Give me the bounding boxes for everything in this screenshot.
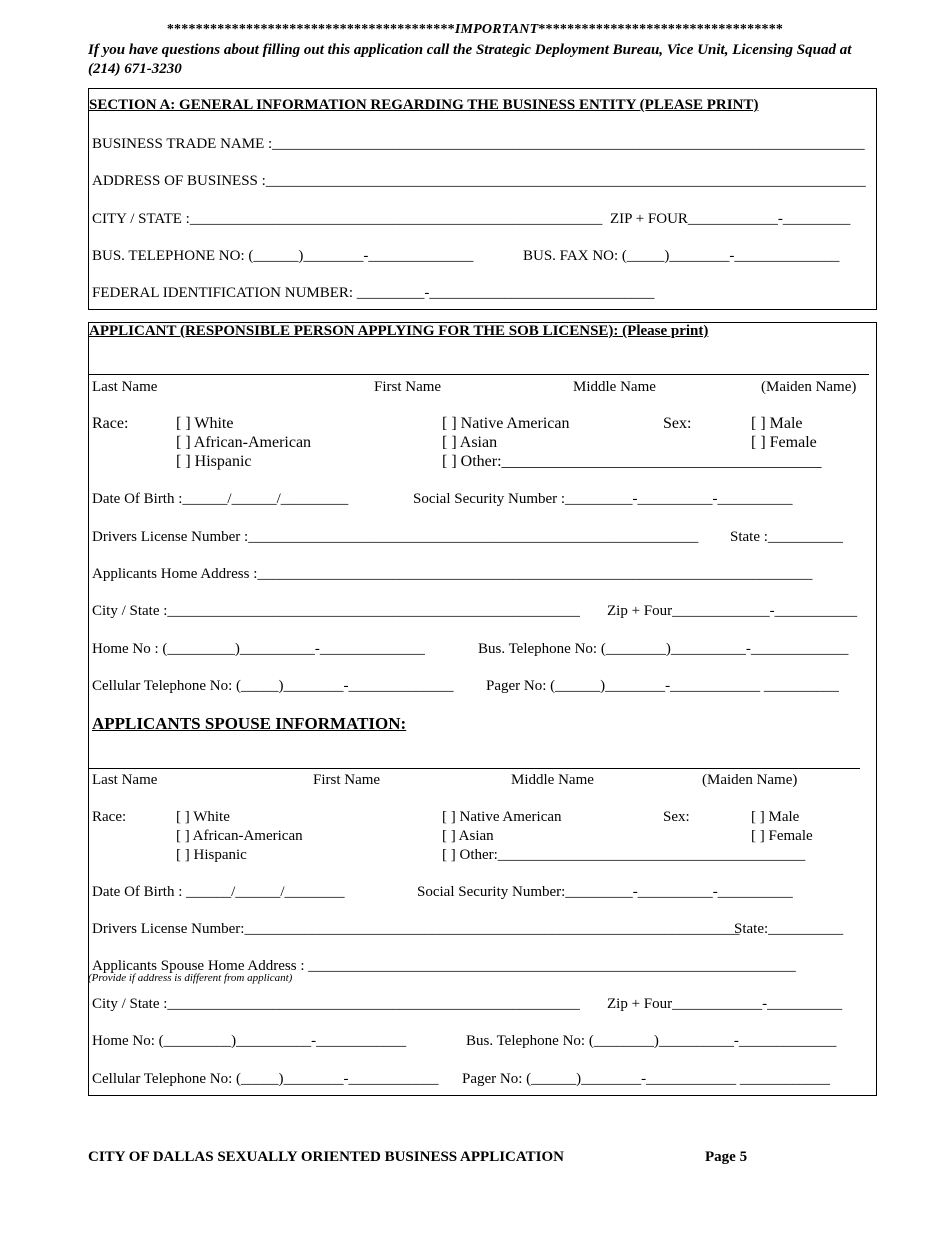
applicant-middle-name-label: Middle Name (573, 379, 656, 395)
spouse-title: APPLICANTS SPOUSE INFORMATION: (92, 714, 407, 733)
applicant-maiden-name-label: (Maiden Name) (761, 379, 857, 395)
spouse-first-name-label: First Name (313, 772, 381, 788)
section-a-box (88, 88, 877, 310)
spouse-cell-phone-field[interactable]: Cellular Telephone No: (_____)________-____________ (92, 1071, 439, 1087)
applicant-cell-phone-field[interactable]: Cellular Telephone No: (_____)________-______________ (92, 678, 454, 694)
spouse-name-line[interactable] (89, 768, 860, 769)
applicant-sex-male-checkbox[interactable]: [ ] Male (751, 415, 803, 432)
applicant-pager-field[interactable]: Pager No: (______)________-____________ __________ (486, 678, 839, 694)
federal-id-field[interactable]: FEDERAL IDENTIFICATION NUMBER: _________-______________________________ (92, 285, 655, 301)
applicant-zip-field[interactable]: Zip + Four_____________-___________ (607, 603, 858, 619)
applicant-race-white-checkbox[interactable]: [ ] White (176, 415, 234, 432)
page-number: Page 5 (705, 1149, 748, 1165)
business-trade-name-field[interactable]: BUSINESS TRADE NAME :_______________________________________________________________________________ (92, 136, 865, 152)
spouse-ssn-field[interactable]: Social Security Number:_________-__________-__________ (417, 884, 793, 900)
applicant-sex-label: Sex: (663, 415, 692, 432)
important-word: IMPORTANT (454, 22, 539, 37)
spouse-home-address-field[interactable]: Applicants Spouse Home Address : _________________________________________________________________ (92, 958, 796, 974)
spouse-race-african-checkbox[interactable]: [ ] African-American (176, 828, 303, 844)
applicant-race-label: Race: (92, 415, 129, 432)
spouse-maiden-name-label: (Maiden Name) (702, 772, 798, 788)
applicant-home-phone-field[interactable]: Home No : (_________)__________-______________ (92, 641, 425, 657)
applicant-dl-state-field[interactable]: State :__________ (730, 529, 843, 545)
spouse-bus-phone-field[interactable]: Bus. Telephone No: (________)__________-_____________ (466, 1033, 837, 1049)
business-address-field[interactable]: ADDRESS OF BUSINESS :________________________________________________________________________________ (92, 173, 866, 189)
spouse-race-hispanic-checkbox[interactable]: [ ] Hispanic (176, 847, 247, 863)
spouse-race-native-checkbox[interactable]: [ ] Native American (442, 809, 562, 825)
spouse-middle-name-label: Middle Name (511, 772, 594, 788)
spouse-race-white-checkbox[interactable]: [ ] White (176, 809, 230, 825)
applicant-dob-field[interactable]: Date Of Birth :______/______/_________ (92, 491, 349, 507)
applicant-race-other-field[interactable]: [ ] Other:________________________________________ (442, 453, 822, 470)
applicant-race-african-checkbox[interactable]: [ ] African-American (176, 434, 312, 451)
applicant-dl-field[interactable]: Drivers License Number :____________________________________________________________ (92, 529, 699, 545)
applicant-race-native-checkbox[interactable]: [ ] Native American (442, 415, 570, 432)
spouse-dl-field[interactable]: Drivers License Number:__________________________________________________________________ (92, 921, 740, 937)
applicant-name-line[interactable] (89, 374, 869, 375)
applicant-home-address-field[interactable]: Applicants Home Address :__________________________________________________________________________ (92, 566, 813, 582)
important-banner: ****************************************IMPORTANT********************************** (166, 22, 784, 37)
spouse-race-asian-checkbox[interactable]: [ ] Asian (442, 828, 494, 844)
spouse-sex-label: Sex: (663, 809, 690, 825)
spouse-zip-field[interactable]: Zip + Four____________-__________ (607, 996, 843, 1012)
business-city-state-field[interactable]: CITY / STATE :_______________________________________________________ (92, 211, 603, 227)
footer-title: CITY OF DALLAS SEXUALLY ORIENTED BUSINESS APPLICATION (88, 1149, 564, 1165)
spouse-race-label: Race: (92, 809, 127, 825)
spouse-sex-female-checkbox[interactable]: [ ] Female (751, 828, 813, 844)
business-telephone-field[interactable]: BUS. TELEPHONE NO: (______)________-______________ (92, 248, 474, 264)
spouse-last-name-label: Last Name (92, 772, 158, 788)
spouse-home-phone-field[interactable]: Home No: (_________)__________-____________ (92, 1033, 407, 1049)
applicant-bus-phone-field[interactable]: Bus. Telephone No: (________)__________-_____________ (478, 641, 849, 657)
business-zip-field[interactable]: ZIP + FOUR____________-_________ (610, 211, 851, 227)
applicant-first-name-label: First Name (374, 379, 442, 395)
spouse-pager-field[interactable]: Pager No: (______)________-____________ ____________ (462, 1071, 830, 1087)
spouse-sex-male-checkbox[interactable]: [ ] Male (751, 809, 800, 825)
applicant-race-hispanic-checkbox[interactable]: [ ] Hispanic (176, 453, 252, 470)
business-fax-field[interactable]: BUS. FAX NO: (_____)________-______________ (523, 248, 840, 264)
section-a-title: SECTION A: GENERAL INFORMATION REGARDING THE BUSINESS ENTITY (PLEASE PRINT) (89, 97, 759, 113)
applicant-ssn-field[interactable]: Social Security Number :_________-__________-__________ (413, 491, 793, 507)
applicant-city-state-field[interactable]: City / State :_______________________________________________________ (92, 603, 580, 619)
applicant-sex-female-checkbox[interactable]: [ ] Female (751, 434, 817, 451)
spouse-dl-state-field[interactable]: State:__________ (734, 921, 844, 937)
applicant-title: APPLICANT (RESPONSIBLE PERSON APPLYING FOR THE SOB LICENSE): (Please print) (89, 323, 709, 339)
spouse-city-state-field[interactable]: City / State :_______________________________________________________ (92, 996, 580, 1012)
applicant-race-asian-checkbox[interactable]: [ ] Asian (442, 434, 498, 451)
intro-text: If you have questions about filling out this application call the Strategic Deployment Bureau, Vice Unit, Licensing Squad at (214) 671-3230 (88, 42, 852, 77)
applicant-last-name-label: Last Name (92, 379, 158, 395)
spouse-address-note: (Provide if address is different from applicant) (88, 972, 293, 984)
spouse-dob-field[interactable]: Date Of Birth : ______/______/________ (92, 884, 345, 900)
spouse-race-other-field[interactable]: [ ] Other:_________________________________________ (442, 847, 806, 863)
